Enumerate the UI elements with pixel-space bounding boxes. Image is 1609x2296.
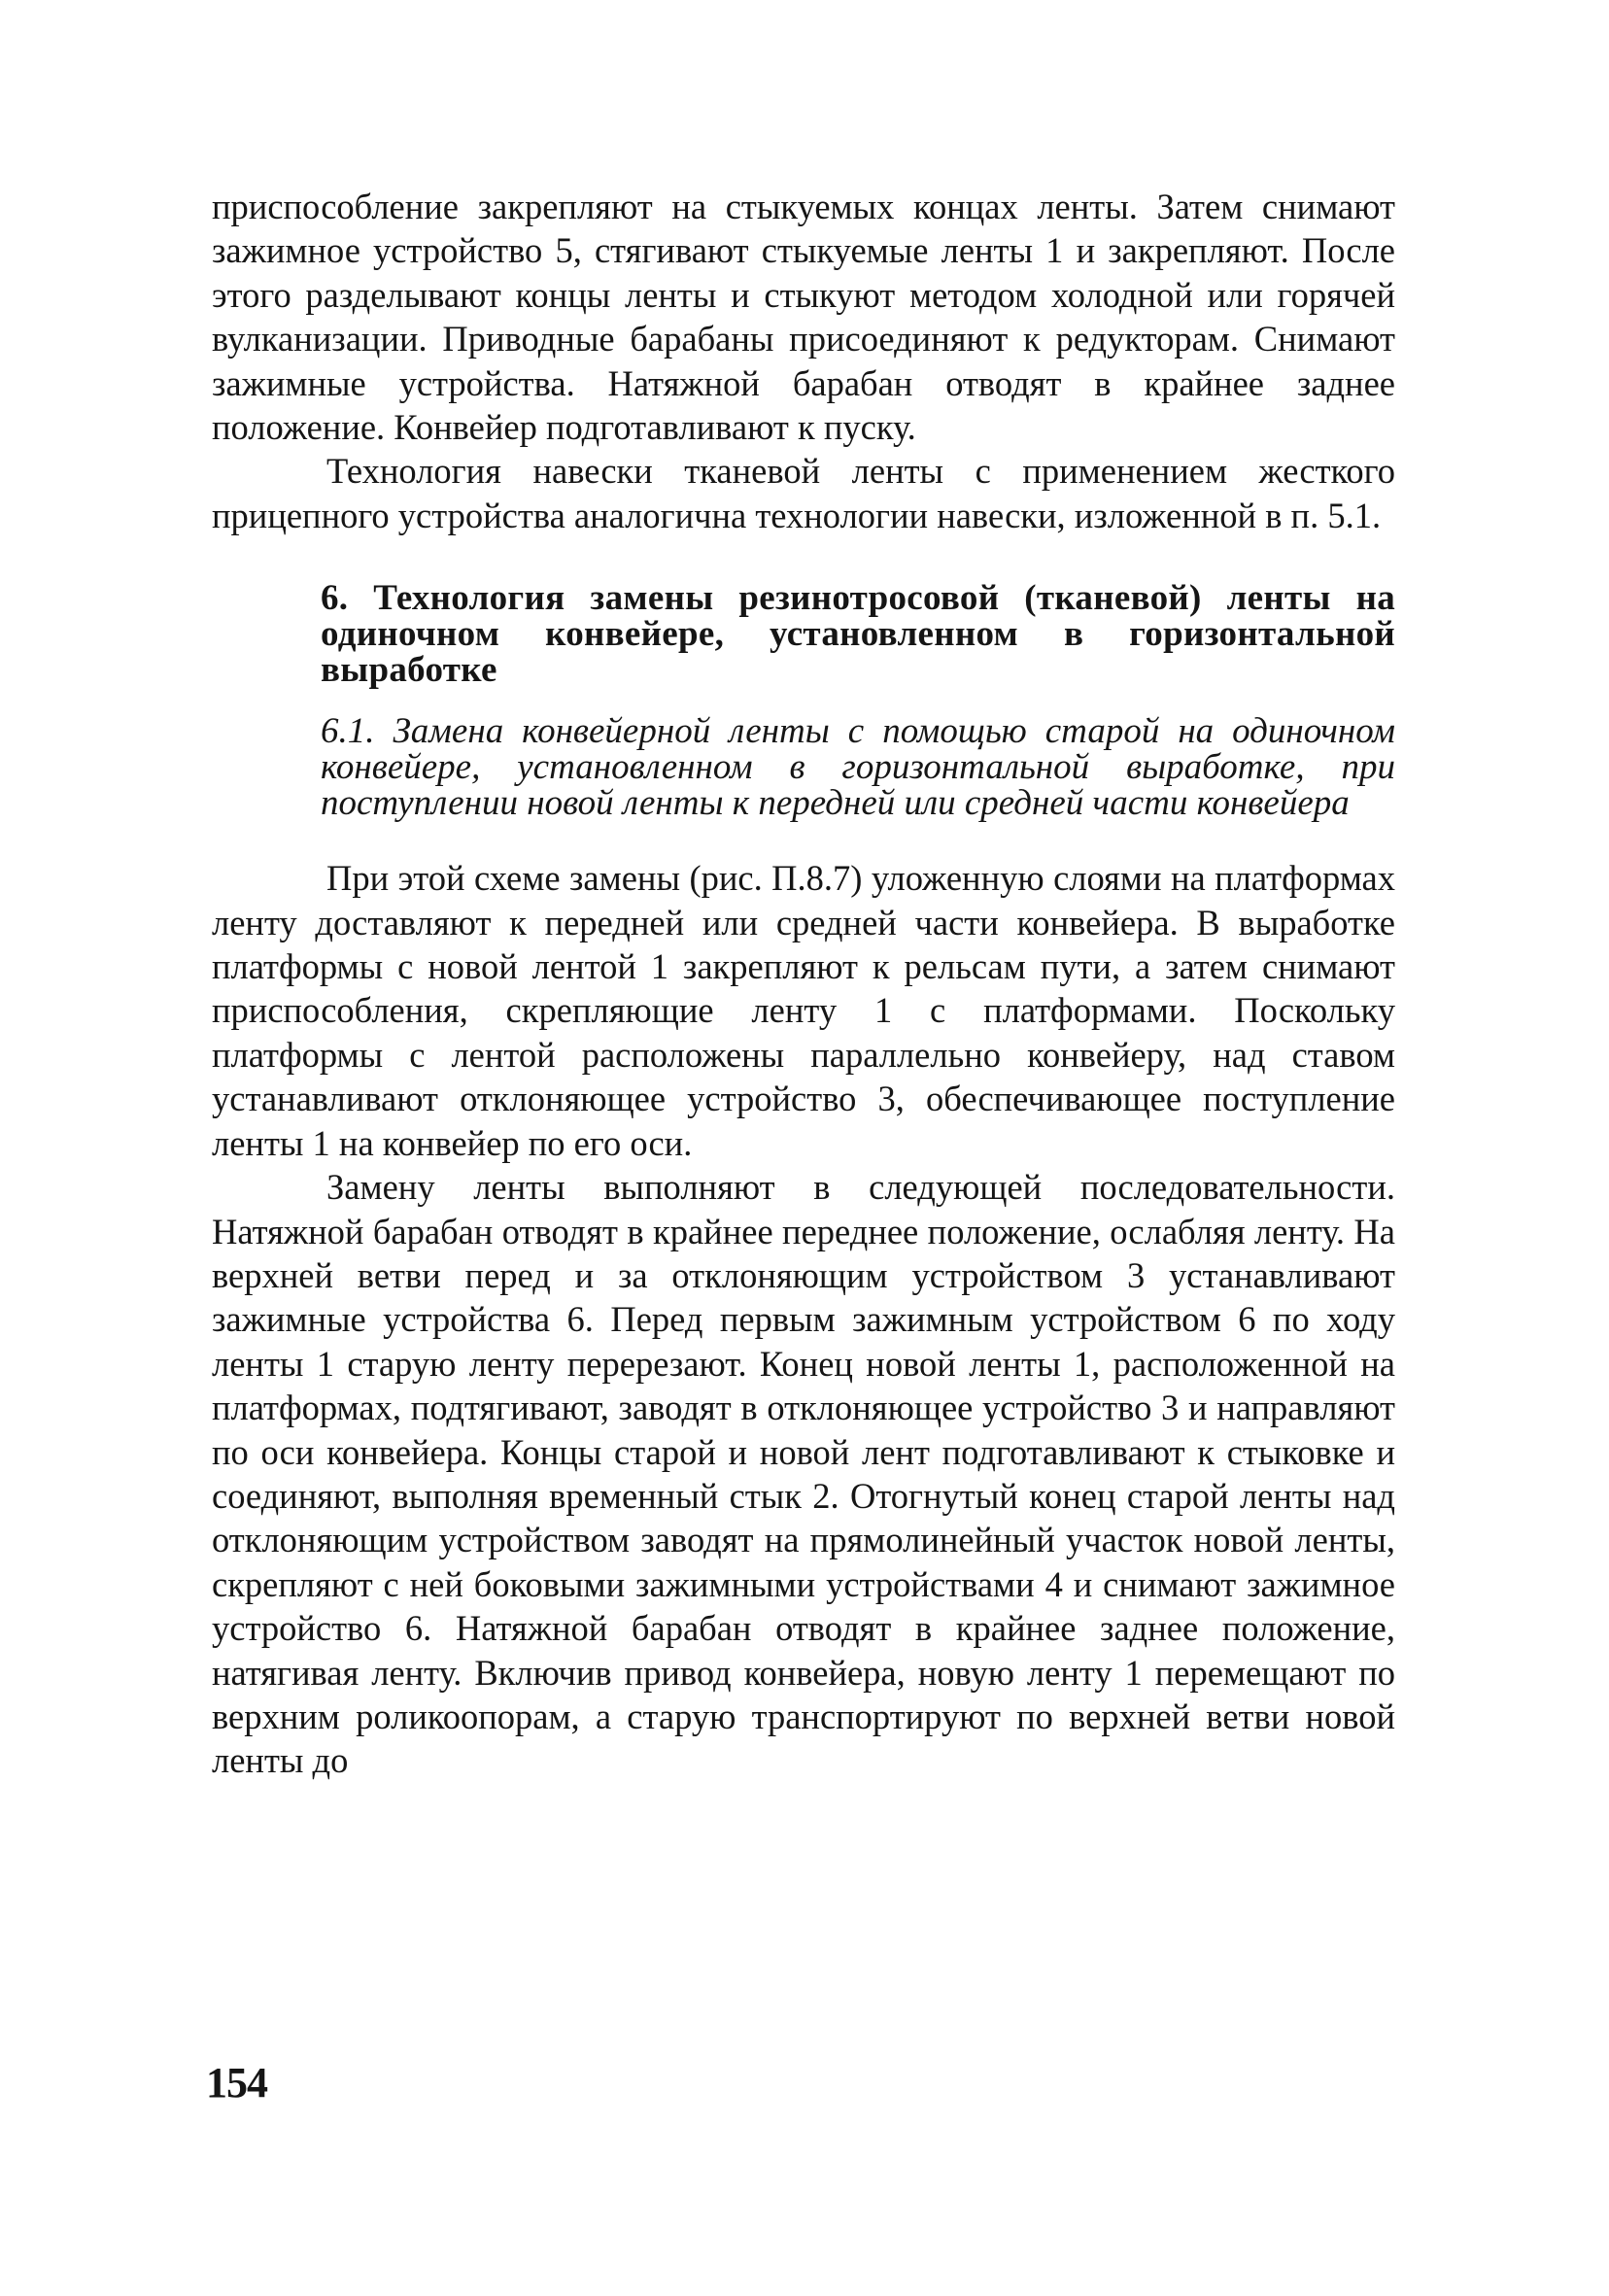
- paragraph-continuation: приспособление закрепляют на стыкуемых концах ленты. Затем снимают зажимное устройство 5, стягивают стыкуемые ленты 1 и закрепляют. После этого разделывают концы ленты и стыкуют методом холодной или горячей вулканизации. Приводные барабаны присоединяют к редукторам. Снимают зажимные устройства. Натяжной барабан отводят в крайнее заднее положение. Конвейер подготавливают к пуску.: [212, 187, 1395, 448]
- page-number: 154: [206, 2059, 267, 2107]
- paragraph-scheme: При этой схеме замены (рис. П.8.7) уложенную слоями на платформах ленту доставляют к передней или средней части конвейера. В выработке платформы с новой лентой 1 закрепляют к рельсам пути, а затем снимают приспособления, скрепляющие ленту 1 с платформами. Поскольку платформы с лентой расположены параллельно конвейеру, над ставом устанавливают отклоняющее устройство 3, обеспечивающее поступление ленты 1 на конвейер по его оси.: [212, 858, 1395, 1163]
- section-heading: 6. Технология замены резинотросовой (тканевой) ленты на одиночном конвейере, установленном в горизонтальной выработке: [321, 578, 1395, 691]
- paragraph-sequence: Замену ленты выполняют в следующей последовательности. Натяжной барабан отводят в крайнее переднее положение, ослабляя ленту. На верхней ветви перед и за отклоняющим устройством 3 устанавливают зажимные устройства 6. Перед первым зажимным устройством 6 по ходу ленты 1 старую ленту перерезают. Конец новой ленты 1, расположенной на платформах, подтягивают, заводят в отклоняющее устройство 3 и направляют по оси конвейера. Концы старой и новой лент подготавливают к стыковке и соединяют, выполняя временный стык 2. Отогнутый конец старой ленты над отклоняющим устройством заводят на прямолинейный участок новой ленты, скрепляют с ней боковыми зажимными устройствами 4 и снимают зажимное устройство 6. Натяжной барабан отводят в крайнее заднее положение, натягивая ленту. Включив привод конвейера, новую ленту 1 перемещают по верхним роликоопорам, а старую транспортируют по верхней ветви новой ленты до: [212, 1167, 1395, 1781]
- subsection-heading: 6.1. Замена конвейерной ленты с помощью старой на одиночном конвейере, установленном в горизонтальной выработке, при поступлении новой ленты к передней или средней части конвейера: [321, 711, 1395, 824]
- paragraph-hanging-device: Технология навески тканевой ленты с применением жесткого прицепного устройства аналогична технологии навески, изложенной в п. 5.1.: [212, 451, 1395, 535]
- page-content: [212, 185, 1395, 1783]
